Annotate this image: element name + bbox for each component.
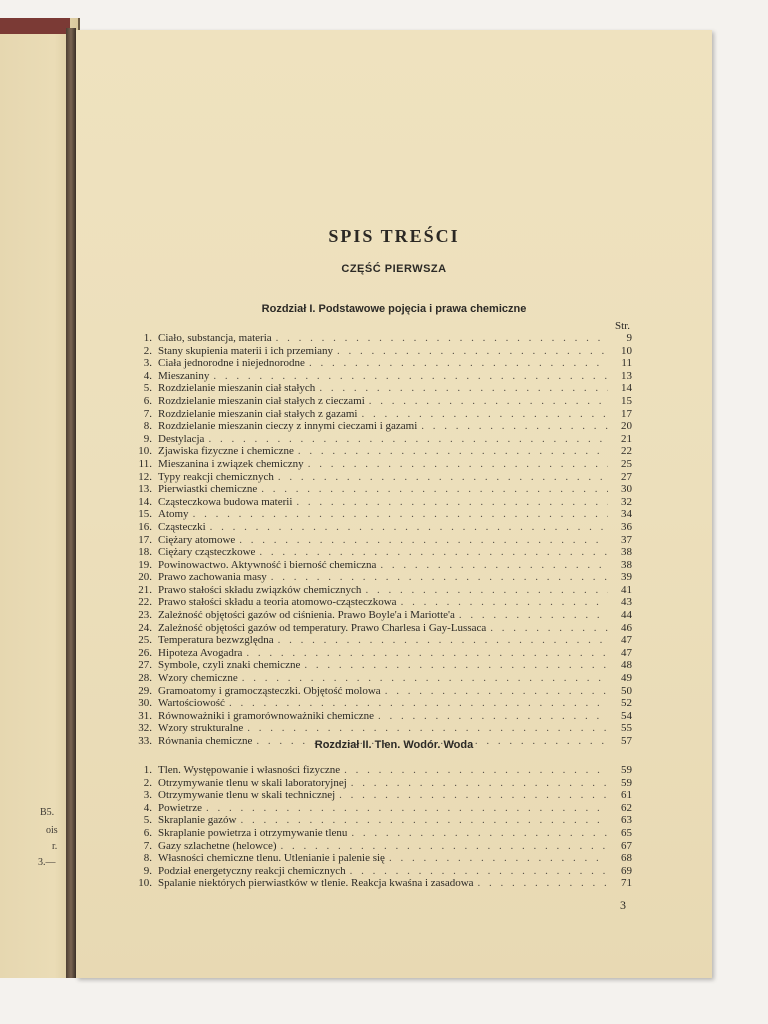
toc-entry-label: Stany skupienia materii i ich przemiany (158, 344, 334, 357)
toc-entry-label: Ciężary cząsteczkowe (158, 546, 256, 559)
toc-entry-page: 68 (621, 852, 632, 865)
toc-entry (130, 622, 632, 635)
toc-entry-page: 54 (621, 709, 632, 722)
toc-entry-page: 48 (621, 659, 632, 672)
toc-entry-label: Cząsteczkowa budowa materii (158, 495, 293, 508)
toc-entry-page: 69 (621, 864, 632, 877)
toc-entry-label: Zależność objętości gazów od temperatury. Prawo Charlesa i Gay-Lussaca (158, 621, 487, 634)
toc-entry-number: 19. (138, 558, 152, 571)
toc-entry (130, 722, 632, 735)
page-column-label: Str. (615, 320, 630, 332)
toc-entry-label: Spalanie niektórych pierwiastków w tlenie. Reakcja kwaśna i zasadowa (158, 877, 474, 890)
part-heading: CZĘŚĆ PIERWSZA (341, 263, 447, 275)
toc-entry-number: 23. (138, 609, 152, 622)
leader-dots (213, 370, 608, 383)
toc-entry-number: 33. (138, 735, 152, 747)
toc-entry-label: Zależność objętości gazów od ciśnienia. Prawo Boyle'a i Mariotte'a (158, 609, 455, 622)
leader-dots (281, 840, 609, 853)
chapter-heading: Rozdział I. Podstawowe pojęcia i prawa chemiczne (261, 303, 527, 315)
toc-entry-number: 11. (138, 457, 152, 470)
document-page (76, 30, 712, 978)
toc-entry (130, 840, 632, 853)
toc-entry (130, 521, 632, 534)
toc-entry-label: Skraplanie powietrza i otrzymywanie tlenu (158, 826, 348, 839)
toc-entry-page: 50 (621, 684, 632, 697)
toc-entry-number: 26. (138, 646, 152, 659)
leader-dots (271, 571, 608, 584)
toc-entry-label: Wartościowość (158, 697, 225, 710)
leader-dots (247, 722, 608, 735)
stray-text: B5. (40, 807, 55, 818)
toc-entry (130, 777, 632, 790)
leader-dots (298, 445, 608, 458)
leader-dots (351, 827, 608, 840)
toc-entry-page: 47 (621, 634, 632, 647)
toc-entry-page: 27 (621, 470, 632, 483)
toc-entry (130, 609, 632, 622)
toc-entry (130, 433, 632, 446)
toc-entry-page: 65 (621, 826, 632, 839)
toc-entry-label: Ciężary atomowe (158, 533, 236, 546)
toc-entry (130, 471, 632, 484)
toc-entry-page: 39 (621, 571, 632, 584)
toc-entry-label: Hipoteza Avogadra (158, 646, 243, 659)
leader-dots (276, 332, 608, 345)
toc-entry-page: 41 (621, 583, 632, 596)
leader-dots (351, 777, 608, 790)
toc-entry-label: Powietrze (158, 801, 202, 814)
toc-entry-page: 62 (621, 801, 632, 814)
leader-dots (385, 685, 608, 698)
toc-entry-number: 27. (138, 659, 152, 672)
toc-entry (130, 877, 632, 890)
toc-entry (130, 584, 632, 597)
toc-entry (130, 710, 632, 723)
leader-dots (421, 420, 608, 433)
toc-entry-number: 6. (143, 826, 152, 839)
leader-dots (246, 647, 608, 660)
toc-entry-label: Równania chemiczne (158, 735, 253, 747)
toc-entry-label: Prawo stałości składu związków chemicznych (158, 583, 362, 596)
toc-entry-page: 59 (621, 764, 632, 776)
toc-entry-page: 30 (621, 483, 632, 496)
toc-entry-page: 14 (621, 382, 632, 395)
toc-entry-label: Wzory strukturalne (158, 722, 244, 735)
stray-text: r. (52, 841, 58, 852)
toc-entry-page: 49 (621, 672, 632, 685)
toc-entry-page: 46 (621, 621, 632, 634)
toc-entry-label: Mieszanina i związek chemiczny (158, 457, 304, 470)
toc-entry-page: 63 (621, 814, 632, 827)
toc-entry-label: Cząsteczki (158, 520, 206, 533)
toc-entry-page: 11 (621, 357, 632, 370)
toc-entry-number: 17. (138, 533, 152, 546)
toc-entry-number: 7. (143, 839, 152, 852)
toc-entry-label: Powinowactwo. Aktywność i bierność chemiczna (158, 558, 377, 571)
leader-dots (309, 357, 608, 370)
toc-entry (130, 370, 632, 383)
toc-entry (130, 571, 632, 584)
leader-dots (380, 559, 608, 572)
toc-entry (130, 408, 632, 421)
toc-entry (130, 827, 632, 840)
leader-dots (259, 546, 608, 559)
toc-entry-page: 13 (621, 369, 632, 382)
toc-entry-label: Rozdzielanie mieszanin ciał stałych z gazami (158, 407, 358, 420)
toc-entry-label: Równoważniki i gramorównoważniki chemiczne (158, 709, 374, 722)
toc-entry-number: 25. (138, 634, 152, 647)
toc-entry-number: 1. (143, 764, 152, 776)
leader-dots (241, 814, 609, 827)
toc-entry-number: 5. (143, 382, 152, 395)
toc-entry-number: 3. (143, 357, 152, 370)
binding-cover-edge (0, 18, 70, 34)
toc-entry-page: 15 (621, 394, 632, 407)
toc-entry (130, 332, 632, 345)
toc-entry-number: 21. (138, 583, 152, 596)
toc-entry-label: Symbole, czyli znaki chemiczne (158, 659, 301, 672)
toc-entry-number: 28. (138, 672, 152, 685)
toc-entry (130, 496, 632, 509)
toc-entry-page: 17 (621, 407, 632, 420)
toc-entry-page: 25 (621, 457, 632, 470)
leader-dots (478, 877, 608, 890)
toc-entry (130, 764, 632, 777)
toc-entry-label: Rozdzielanie mieszanin ciał stałych (158, 382, 316, 395)
leader-dots (296, 496, 608, 509)
toc-entry-label: Prawo zachowania masy (158, 571, 267, 584)
toc-entry-number: 9. (143, 432, 152, 445)
toc-entry-page: 20 (621, 420, 632, 433)
leader-dots (210, 521, 608, 534)
leader-dots (369, 395, 608, 408)
leader-dots (490, 622, 608, 635)
toc-entry-number: 15. (138, 508, 152, 521)
toc-entry (130, 483, 632, 496)
leader-dots (239, 534, 608, 547)
leader-dots (206, 802, 608, 815)
leader-dots (378, 710, 608, 723)
toc-entry-number: 7. (143, 407, 152, 420)
leader-dots (344, 764, 608, 777)
toc-entry-label: Podział energetyczny reakcji chemicznych (158, 864, 346, 877)
toc-entry (130, 345, 632, 358)
toc-entry (130, 672, 632, 685)
toc-entry-label: Własności chemiczne tlenu. Utlenianie i palenie się (158, 852, 385, 865)
leader-dots (350, 865, 608, 878)
toc-entry-label: Skraplanie gazów (158, 814, 237, 827)
leader-dots (365, 584, 608, 597)
leader-dots (304, 659, 608, 672)
toc-entry-number: 1. (143, 332, 152, 344)
toc-entry-number: 5. (143, 814, 152, 827)
toc-entry (130, 546, 632, 559)
toc-entry (130, 789, 632, 802)
leader-dots (261, 483, 608, 496)
page-number: 3 (620, 898, 626, 912)
toc-entry (130, 534, 632, 547)
leader-dots (361, 408, 608, 421)
toc-entry (130, 852, 632, 865)
toc-entry (130, 382, 632, 395)
toc-entry-label: Temperatura bezwzględna (158, 634, 274, 647)
toc-entry-number: 24. (138, 621, 152, 634)
toc-entry-number: 8. (143, 420, 152, 433)
toc-entry-number: 13. (138, 483, 152, 496)
toc-entry (130, 395, 632, 408)
toc-entry (130, 445, 632, 458)
toc-entry (130, 865, 632, 878)
toc-entry-label: Wzory chemiczne (158, 672, 238, 685)
leader-dots (401, 596, 608, 609)
toc-entry-number: 32. (138, 722, 152, 735)
toc-entry-label: Rozdzielanie mieszanin cieczy z innymi cieczami i gazami (158, 420, 418, 433)
binding-spine (66, 28, 76, 978)
toc-entry-number: 9. (143, 864, 152, 877)
toc-entry (130, 458, 632, 471)
toc-entry-number: 6. (143, 394, 152, 407)
toc-entry-number: 22. (138, 596, 152, 609)
toc-entry-page: 32 (621, 495, 632, 508)
toc-entry-label: Atomy (158, 508, 189, 521)
toc-entry-page: 57 (621, 735, 632, 747)
toc-entry-label: Ciała jednorodne i niejednorodne (158, 357, 305, 370)
leader-dots (389, 852, 608, 865)
toc-entry (130, 508, 632, 521)
toc-entry-number: 16. (138, 520, 152, 533)
toc-entry-label: Ciało, substancja, materia (158, 332, 272, 344)
toc-entry-number: 18. (138, 546, 152, 559)
toc-entry-page: 47 (621, 646, 632, 659)
toc-entry-page: 22 (621, 445, 632, 458)
toc-entry (130, 634, 632, 647)
toc-entry-label: Gramoatomy i gramocząsteczki. Objętość molowa (158, 684, 381, 697)
toc-entry-label: Typy reakcji chemicznych (158, 470, 274, 483)
toc-entry-page: 44 (621, 609, 632, 622)
toc-entry-number: 3. (143, 789, 152, 802)
toc-entry-page: 38 (621, 558, 632, 571)
toc-entry-label: Otrzymywanie tlenu w skali technicznej (158, 789, 336, 802)
toc-entry-number: 12. (138, 470, 152, 483)
leader-dots (242, 672, 608, 685)
toc-entry-number: 2. (143, 776, 152, 789)
toc-entry-label: Pierwiastki chemiczne (158, 483, 258, 496)
stray-text: 3.— (38, 857, 56, 868)
toc-entry (130, 697, 632, 710)
toc-entry (130, 357, 632, 370)
chapter-heading: Rozdział II. Tlen. Wodór. Woda (314, 739, 474, 751)
toc-entry-number: 20. (138, 571, 152, 584)
toc-entry-number: 10. (138, 877, 152, 890)
leader-dots (278, 471, 608, 484)
leader-dots (278, 634, 608, 647)
toc-entry-label: Zjawiska fizyczne i chemiczne (158, 445, 294, 458)
toc-entry-label: Mieszaniny (158, 369, 210, 382)
toc-entry-label: Prawo stałości składu a teoria atomowo-cząsteczkowa (158, 596, 397, 609)
toc-entry-page: 34 (621, 508, 632, 521)
leader-dots (308, 458, 608, 471)
toc-entry-page: 9 (626, 332, 632, 344)
page-title: SPIS TREŚCI (328, 226, 460, 246)
toc-list (130, 332, 632, 748)
toc-entry-number: 29. (138, 684, 152, 697)
leader-dots (208, 433, 608, 446)
stray-text: ois (46, 825, 58, 836)
toc-entry (130, 559, 632, 572)
toc-entry-page: 61 (621, 789, 632, 802)
toc-entry-label: Tlen. Występowanie i własności fizyczne (158, 764, 341, 776)
toc-entry (130, 659, 632, 672)
toc-entry-number: 31. (138, 709, 152, 722)
toc-list (130, 764, 632, 890)
toc-entry-label: Otrzymywanie tlenu w skali laboratoryjnej (158, 776, 347, 789)
leader-dots (459, 609, 608, 622)
toc-entry-page: 71 (621, 877, 632, 890)
toc-entry (130, 802, 632, 815)
toc-entry (130, 596, 632, 609)
toc-entry-page: 59 (621, 776, 632, 789)
toc-entry-page: 38 (621, 546, 632, 559)
toc-entry-label: Destylacja (158, 432, 205, 445)
toc-entry-label: Rozdzielanie mieszanin ciał stałych z cieczami (158, 394, 365, 407)
toc-entry (130, 647, 632, 660)
toc-entry-page: 21 (621, 432, 632, 445)
leader-dots (193, 508, 608, 521)
toc-entry-label: Gazy szlachetne (helowce) (158, 839, 277, 852)
toc-entry-number: 10. (138, 445, 152, 458)
toc-entry-page: 10 (621, 344, 632, 357)
toc-entry (130, 420, 632, 433)
toc-entry-page: 55 (621, 722, 632, 735)
toc-entry-page: 36 (621, 520, 632, 533)
leader-dots (339, 789, 608, 802)
toc-entry (130, 685, 632, 698)
toc-entry-number: 2. (143, 344, 152, 357)
toc-entry-number: 4. (143, 369, 152, 382)
toc-entry-number: 14. (138, 495, 152, 508)
toc-entry (130, 814, 632, 827)
leader-dots (229, 697, 608, 710)
toc-entry-page: 52 (621, 697, 632, 710)
toc-entry-number: 30. (138, 697, 152, 710)
leader-dots (319, 382, 608, 395)
leader-dots (337, 345, 608, 358)
toc-entry-number: 4. (143, 801, 152, 814)
toc-entry-page: 43 (621, 596, 632, 609)
toc-entry-page: 67 (621, 839, 632, 852)
toc-entry-page: 37 (621, 533, 632, 546)
toc-entry-number: 8. (143, 852, 152, 865)
